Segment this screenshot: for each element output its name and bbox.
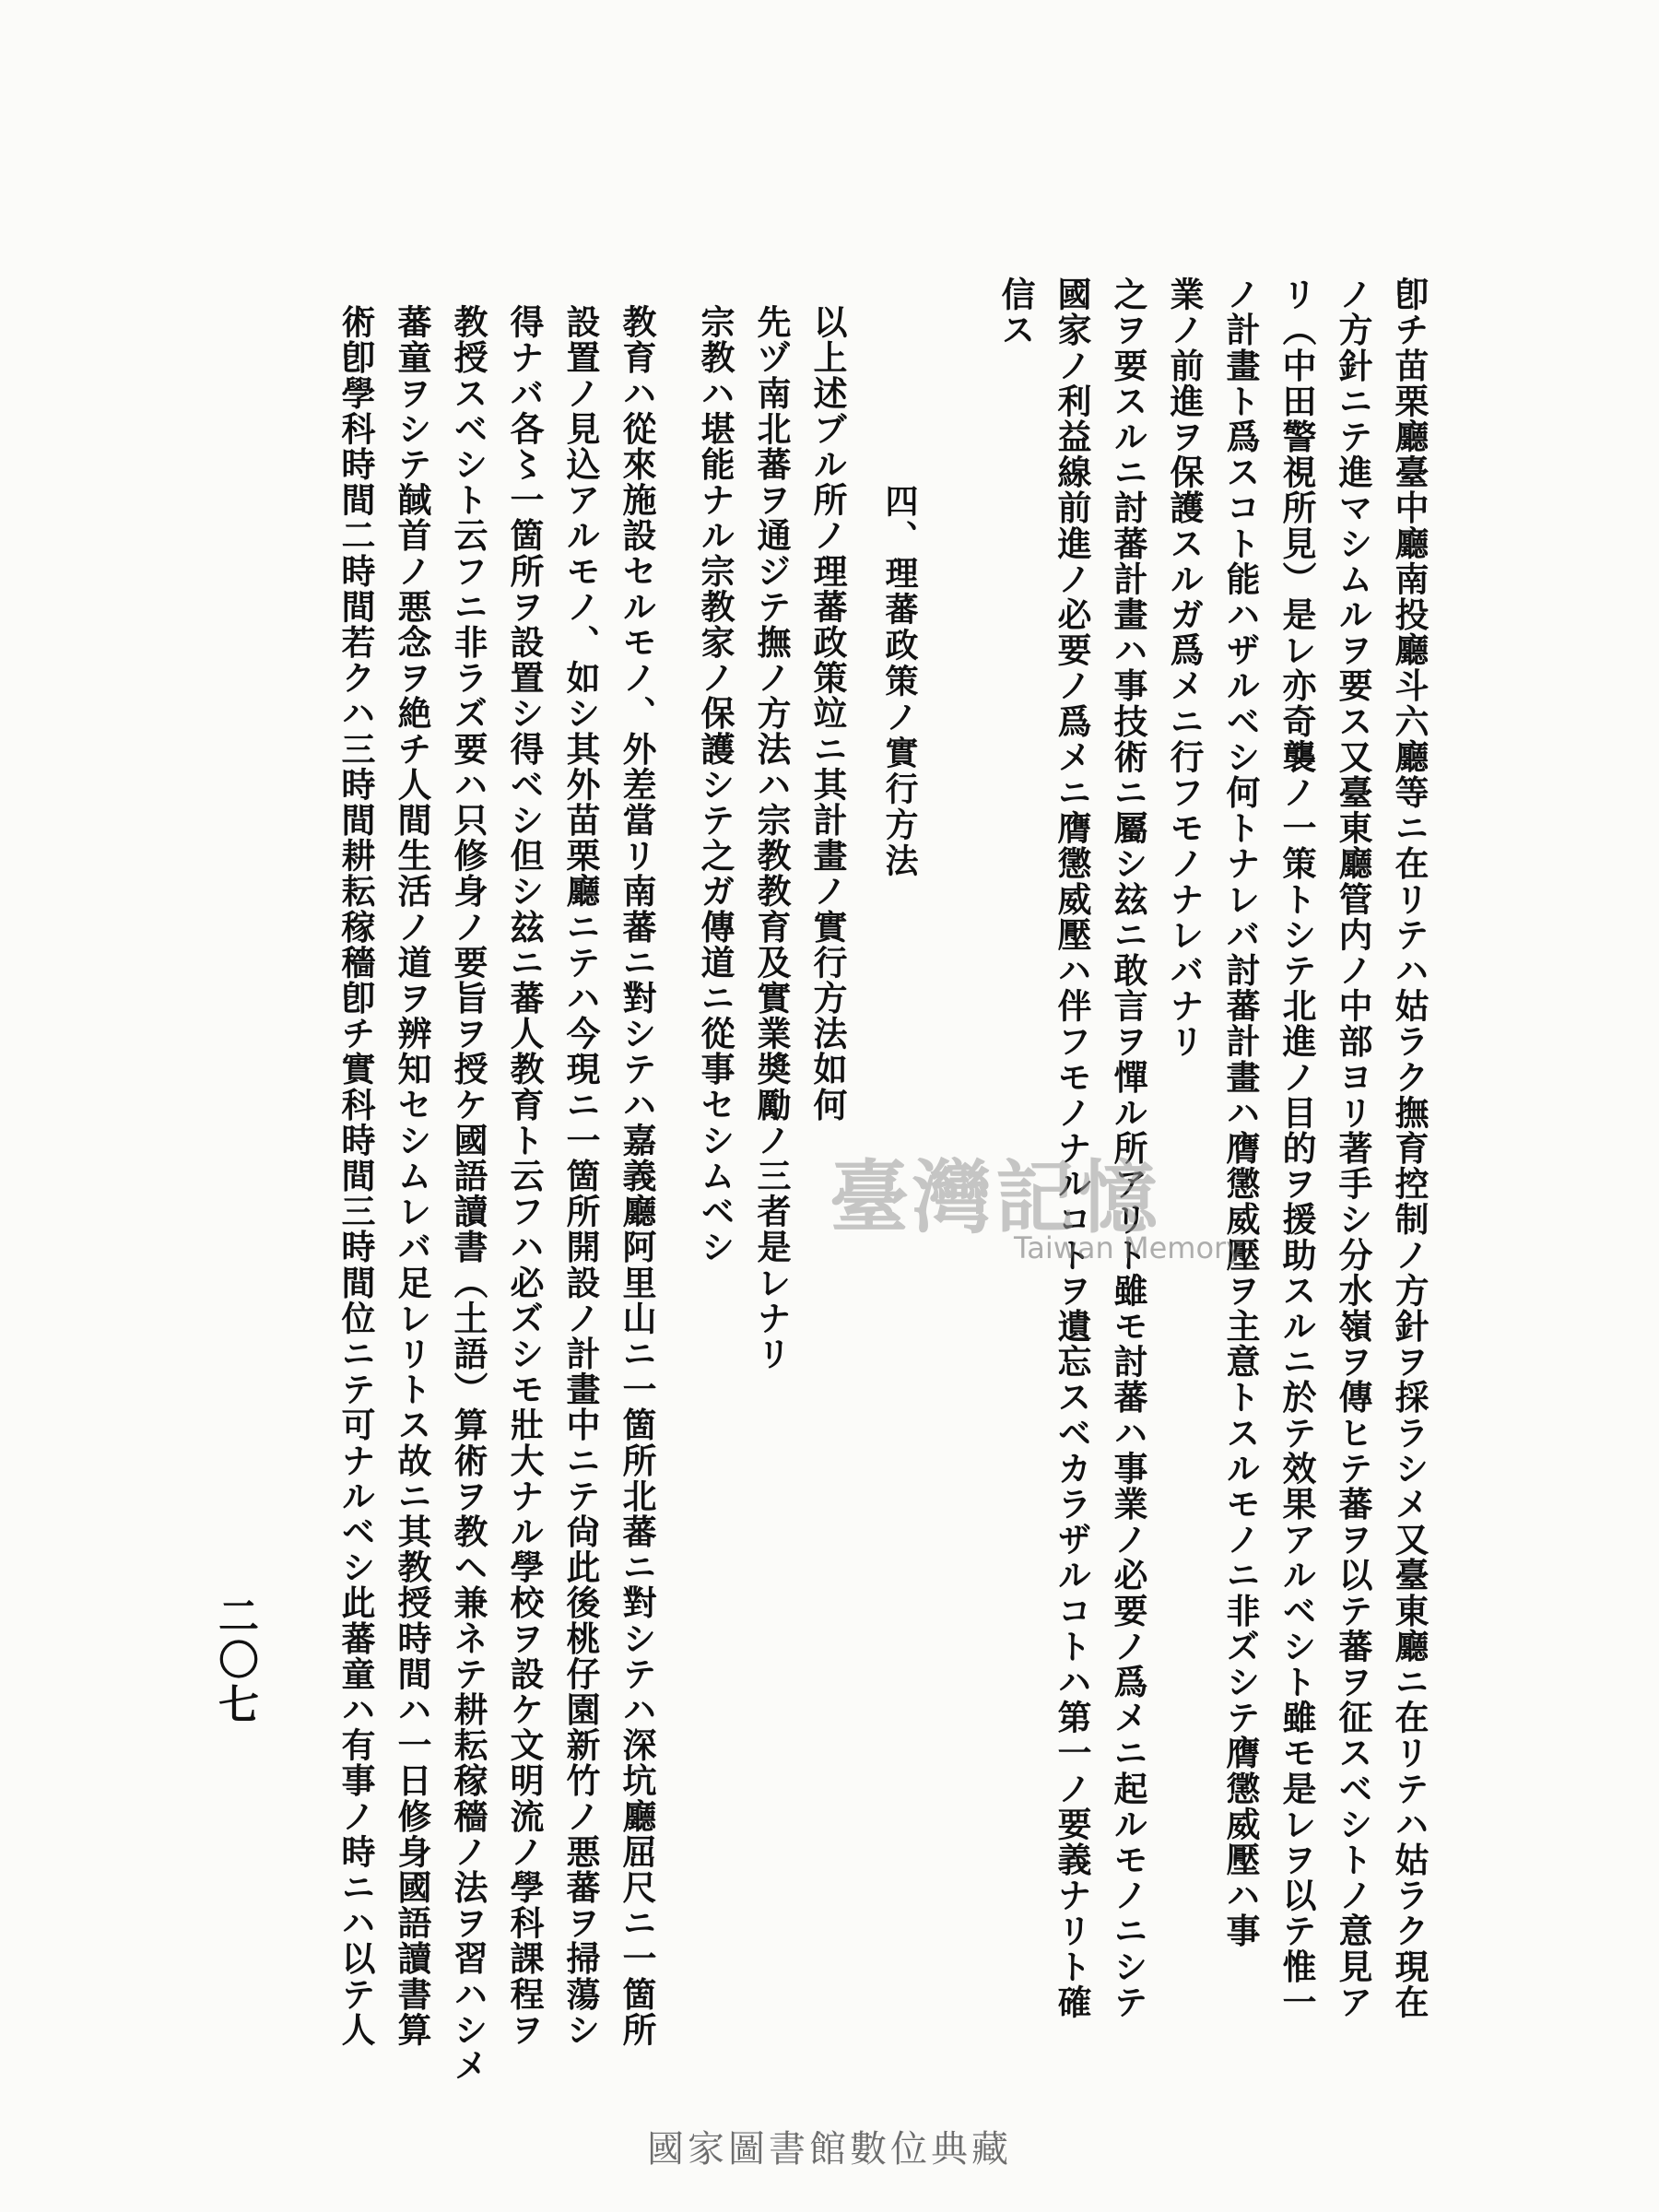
text-column-13: 教育ハ從來施設セルモノ、外差當リ南蕃ニ對シテハ嘉義廳阿里山ニ一箇所北蕃ニ對シテハ深坑廳屈尺ニ一箇所 <box>617 304 657 2048</box>
text-column-6: 之ヲ要スルニ討蕃計畫ハ事技術ニ屬シ玆ニ敢言ヲ憚ル所アリト雖モ討蕃ハ事業ノ必要ノ爲メニ起ルモノニシテ <box>1108 276 1148 2020</box>
watermark-logo-text: 臺灣記憶 <box>830 1151 1161 1244</box>
watermark-subtext: Taiwan Memory <box>1014 1230 1244 1265</box>
section-heading: 四、理蕃政策ノ實行方法 <box>880 304 919 879</box>
text-column-17: 蕃童ヲシテ馘首ノ悪念ヲ絶チ人間生活ノ道ヲ辨知セシムレバ足レリトス故ニ其教授時間ハ一日修身國語讀書算 <box>392 304 432 2048</box>
text-column-14: 設置ノ見込アルモノ、如シ其外苗栗廳ニテハ今現ニ一箇所開設ノ計畫中ニテ尙此後桃仔園新竹ノ悪蕃ヲ掃蕩シ <box>560 304 601 2048</box>
text-column-1: 卽チ苗栗廳臺中廳南投廳斗六廳等ニ在リテハ姑ラク撫育控制ノ方針ヲ採ラシメ又臺東廳ニ在リテハ姑ラク現在 <box>1389 276 1430 2020</box>
text-column-8: 信ス <box>995 276 1036 348</box>
text-column-2: ノ方針ニテ進マシムルヲ要ス又臺東廳管内ノ中部ヨリ著手シ分水嶺ヲ傳ヒテ蕃ヲ以テ蕃ヲ征スベシトノ意見ア <box>1333 276 1373 2020</box>
text-column-15: 得ナバ各〻一箇所ヲ設置シ得ベシ但シ玆ニ蕃人教育ト云フハ必ズシモ壯大ナル學校ヲ設ケ文明流ノ學科課程ヲ <box>504 304 545 2048</box>
text-column-3: リ（中田警視所見）是レ亦奇襲ノ一策トシテ北進ノ目的ヲ援助スルニ於テ效果アルベシト雖モ是レヲ以テ惟一 <box>1277 276 1317 2020</box>
text-column-5: 業ノ前進ヲ保護スルガ爲メニ行フモノナレバナリ <box>1164 276 1205 1060</box>
text-column-12: 宗教ハ堪能ナル宗教家ノ保護シテ之ガ傳道ニ從事セシムベシ <box>695 304 735 1265</box>
watermark <box>830 1134 1309 1281</box>
page-number: 二〇七 <box>211 1594 258 1727</box>
text-column-11: 先ヅ南北蕃ヲ通ジテ撫ノ方法ハ宗教教育及實業奬勵ノ三者是レナリ <box>751 304 792 1371</box>
text-column-16: 教授スベシト云フニ非ラズ要ハ只修身ノ要旨ヲ授ケ國語讀書（土語）算術ヲ教ヘ兼ネテ耕耘稼穡ノ法ヲ習ハシメ <box>448 304 488 2083</box>
text-column-7: 國家ノ利益線前進ノ必要ノ爲メニ膺懲威壓ハ伴フモノナルコトヲ遺忘スベカラザルコトハ第一ノ要義ナリト確 <box>1052 276 1092 2020</box>
footer-credit: 國家圖書館數位典藏 <box>647 2128 1012 2171</box>
text-column-18: 術卽學科時間二時間若クハ三時間耕耘稼穡卽チ實科時間三時間位ニテ可ナルベシ此蕃童ハ有事ノ時ニハ以テ人 <box>335 304 376 2048</box>
text-column-4: ノ計畫ト爲スコト能ハザルベシ何トナレバ討蕃計畫ハ膺懲威壓ヲ主意トスルモノニ非ズシテ膺懲威壓ハ事 <box>1220 276 1261 1949</box>
text-column-10: 以上述ブル所ノ理蕃政策竝ニ其計畫ノ實行方法如何 <box>807 304 848 1123</box>
